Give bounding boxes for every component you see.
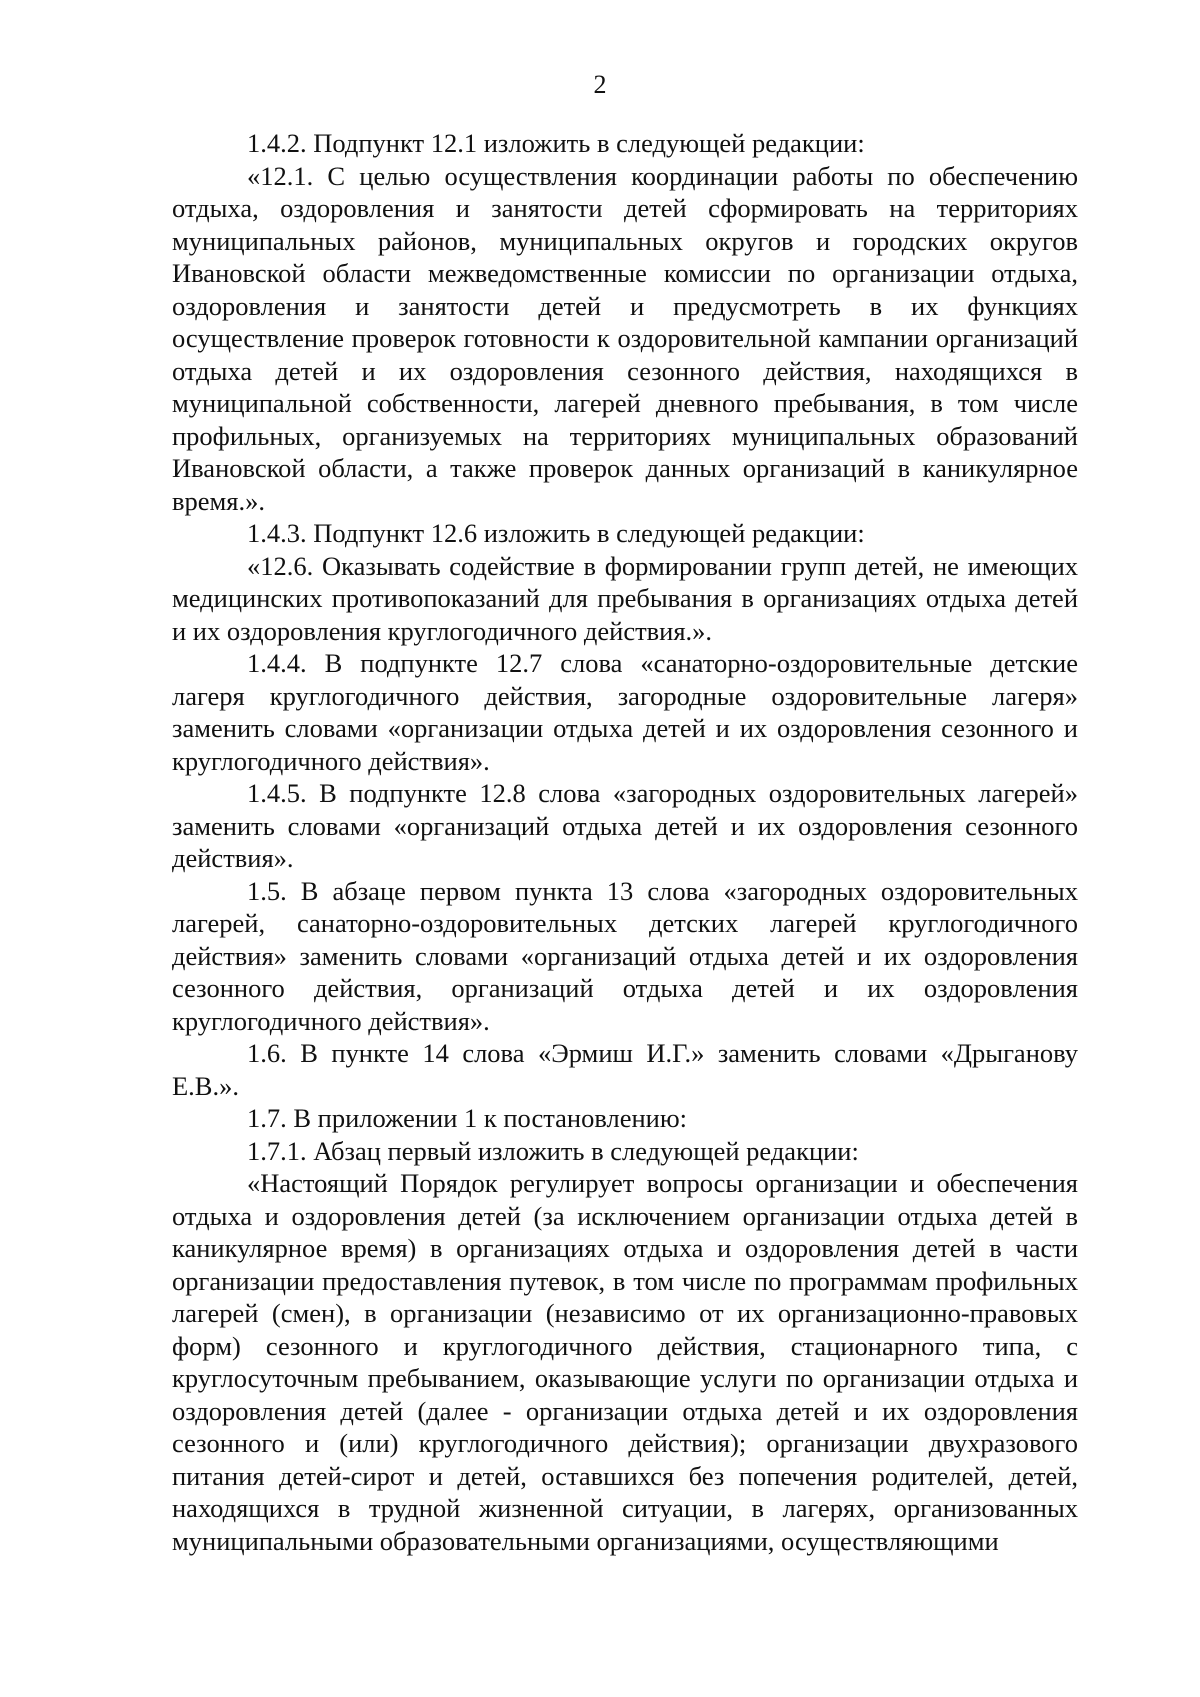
paragraph-1-5: 1.5. В абзаце первом пункта 13 слова «загородных оздоровительных лагерей, санаторно-оздоровительных детских лагерей круглогодичного действия» заменить словами «организаций отдыха детей и их оздоровления сезонного действия, организаций отдыха детей и их оздоровления круглогодичного действия». (172, 875, 1078, 1036)
paragraph-1-6: 1.6. В пункте 14 слова «Эрмиш И.Г.» заменить словами «Дрыганову Е.В.». (172, 1038, 1078, 1101)
paragraph-1-4-5: 1.4.5. В подпункте 12.8 слова «загородных оздоровительных лагерей» заменить словами «организаций отдыха детей и их оздоровления сезонного действия». (172, 778, 1078, 873)
paragraph-1-4-2: 1.4.2. Подпункт 12.1 изложить в следующей редакции: (247, 128, 865, 158)
paragraph-12-6-text: «12.6. Оказывать содействие в формировании групп детей, не имеющих медицинских противопоказаний для пребывания в организациях отдыха детей и их оздоровления круглогодичного действия.». (172, 550, 1078, 646)
paragraph-1-7: 1.7. В приложении 1 к постановлению: (247, 1103, 687, 1133)
paragraph-12-1-text: «12.1. С целью осуществления координации работы по обеспечению отдыха, оздоровления и занятости детей сформировать на территориях муниципальных районов, муниципальных округов и городских округов Ивановской области межведомственные комиссии по организации отдыха, оздоровления и занятости детей и предусмотреть в их функциях осуществление проверок готовности к оздоровительной кампании организаций отдыха детей и их оздоровления сезонного действия, находящихся в муниципальной собственности, лагерей дневного пребывания, в том числе профильных, организуемых на территориях муниципальных образований Ивановской области, а также проверок данных организаций в каникулярное время.». (172, 160, 1078, 516)
paragraph-1-4-3: 1.4.3. Подпункт 12.6 изложить в следующей редакции: (247, 518, 865, 548)
document-body (172, 127, 1078, 1557)
paragraph-1-7-1: 1.7.1. Абзац первый изложить в следующей редакции: (247, 1135, 859, 1166)
page-number: 2 (593, 70, 607, 99)
paragraph-1-4-4: 1.4.4. В подпункте 12.7 слова «санаторно-оздоровительные детские лагеря круглогодичного действия, загородные оздоровительные лагеря» заменить словами «организации отдыха детей и их оздоровления сезонного и круглогодичного действия». (172, 648, 1078, 776)
paragraph-order-text: «Настоящий Порядок регулирует вопросы организации и обеспечения отдыха и оздоровления детей (за исключением организации отдыха детей в каникулярное время) в организациях отдыха и оздоровления детей в части организации предоставления путевок, в том числе по программам профильных лагерей (смен), в организации (независимо от их организационно-правовых форм) сезонного и круглогодичного действия, стационарного типа, с круглосуточным пребыванием, оказывающие услуги по организации отдыха и оздоровления детей (далее - организации отдыха детей и их оздоровления сезонного и (или) круглогодичного действия); организации двухразового питания детей-сирот и детей, оставшихся без попечения родителей, детей, находящихся в трудной жизненной ситуации, в лагерях, организованных муниципальными образовательными организациями, осуществляющими (172, 1168, 1078, 1556)
